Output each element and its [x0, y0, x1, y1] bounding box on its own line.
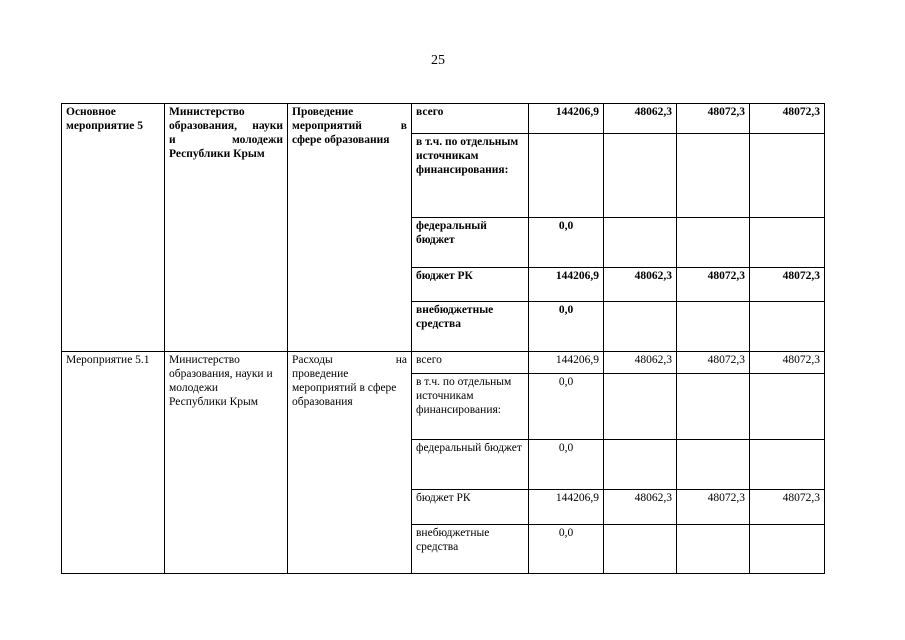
value-year-2	[677, 440, 750, 490]
value-total: 144206,9	[529, 104, 604, 134]
activity-name: Основное мероприятие 5	[66, 106, 143, 132]
executor-line: молодежи	[169, 382, 219, 394]
purpose-cell	[288, 104, 412, 352]
purpose-line: образования	[292, 396, 353, 408]
executor-line: и молодежи	[169, 134, 283, 146]
source-label: внебюджетные средства	[412, 302, 529, 352]
value-year-1	[604, 302, 677, 352]
value-year-3	[750, 440, 825, 490]
source-label: федеральный бюджет	[412, 440, 529, 490]
source-label: всего	[412, 352, 529, 374]
executor-line: образования, науки	[169, 120, 283, 132]
table-row	[62, 104, 825, 134]
value-year-2: 48072,3	[677, 104, 750, 134]
purpose-line: Проведение	[292, 106, 354, 118]
value-year-2	[677, 525, 750, 574]
executor-line: Министерство	[169, 106, 245, 118]
purpose-cell	[288, 352, 412, 574]
value-year-3: 48072,3	[750, 104, 825, 134]
executor-cell	[165, 104, 288, 352]
value-year-1: 48062,3	[604, 104, 677, 134]
value-total: 0,0	[529, 374, 604, 440]
value-year-1	[604, 134, 677, 218]
value-year-2	[677, 134, 750, 218]
source-label: в т.ч. по отдельным источникам финансирования:	[412, 374, 529, 440]
purpose-line: мероприятий в сфере	[292, 382, 397, 394]
value-year-2	[677, 374, 750, 440]
value-total: 0,0	[529, 440, 604, 490]
value-total	[529, 134, 604, 218]
source-label: всего	[412, 104, 529, 134]
value-year-1: 48062,3	[604, 490, 677, 525]
source-label: внебюджетные средства	[412, 525, 529, 574]
source-label: в т.ч. по отдельным источникам финансирования:	[412, 134, 529, 218]
value-year-1: 48062,3	[604, 352, 677, 374]
purpose-line: проведение	[292, 368, 349, 380]
value-year-1	[604, 374, 677, 440]
value-year-2	[677, 302, 750, 352]
value-year-2	[677, 218, 750, 268]
value-year-3: 48072,3	[750, 268, 825, 302]
value-total: 144206,9	[529, 352, 604, 374]
value-year-3	[750, 525, 825, 574]
executor-line: Республики Крым	[169, 148, 265, 160]
executor-line: Министерство	[169, 354, 240, 366]
value-year-3	[750, 218, 825, 268]
executor-line: образования, науки и	[169, 368, 273, 380]
activity-cell	[62, 352, 165, 574]
value-year-1	[604, 440, 677, 490]
table-row	[62, 352, 825, 374]
source-label: бюджет РК	[412, 268, 529, 302]
value-year-3: 48072,3	[750, 490, 825, 525]
value-year-3	[750, 374, 825, 440]
value-year-1: 48062,3	[604, 268, 677, 302]
value-year-2: 48072,3	[677, 490, 750, 525]
activity-name: Мероприятие 5.1	[66, 354, 150, 366]
purpose-line: сфере образования	[292, 134, 390, 146]
value-year-1	[604, 218, 677, 268]
value-total: 0,0	[529, 218, 604, 268]
purpose-line: Расходы на	[292, 354, 407, 366]
value-total: 0,0	[529, 525, 604, 574]
value-year-2: 48072,3	[677, 268, 750, 302]
purpose-line: мероприятий в	[292, 120, 407, 132]
value-year-1	[604, 525, 677, 574]
value-total: 144206,9	[529, 490, 604, 525]
value-year-3: 48072,3	[750, 352, 825, 374]
funding-table	[61, 103, 825, 574]
activity-cell	[62, 104, 165, 352]
executor-cell	[165, 352, 288, 574]
value-total: 144206,9	[529, 268, 604, 302]
source-label: федеральный бюджет	[412, 218, 529, 268]
page-number: 25	[431, 53, 445, 68]
value-year-3	[750, 134, 825, 218]
source-label: бюджет РК	[412, 490, 529, 525]
executor-line: Республики Крым	[169, 396, 258, 408]
value-total: 0,0	[529, 302, 604, 352]
value-year-3	[750, 302, 825, 352]
value-year-2: 48072,3	[677, 352, 750, 374]
